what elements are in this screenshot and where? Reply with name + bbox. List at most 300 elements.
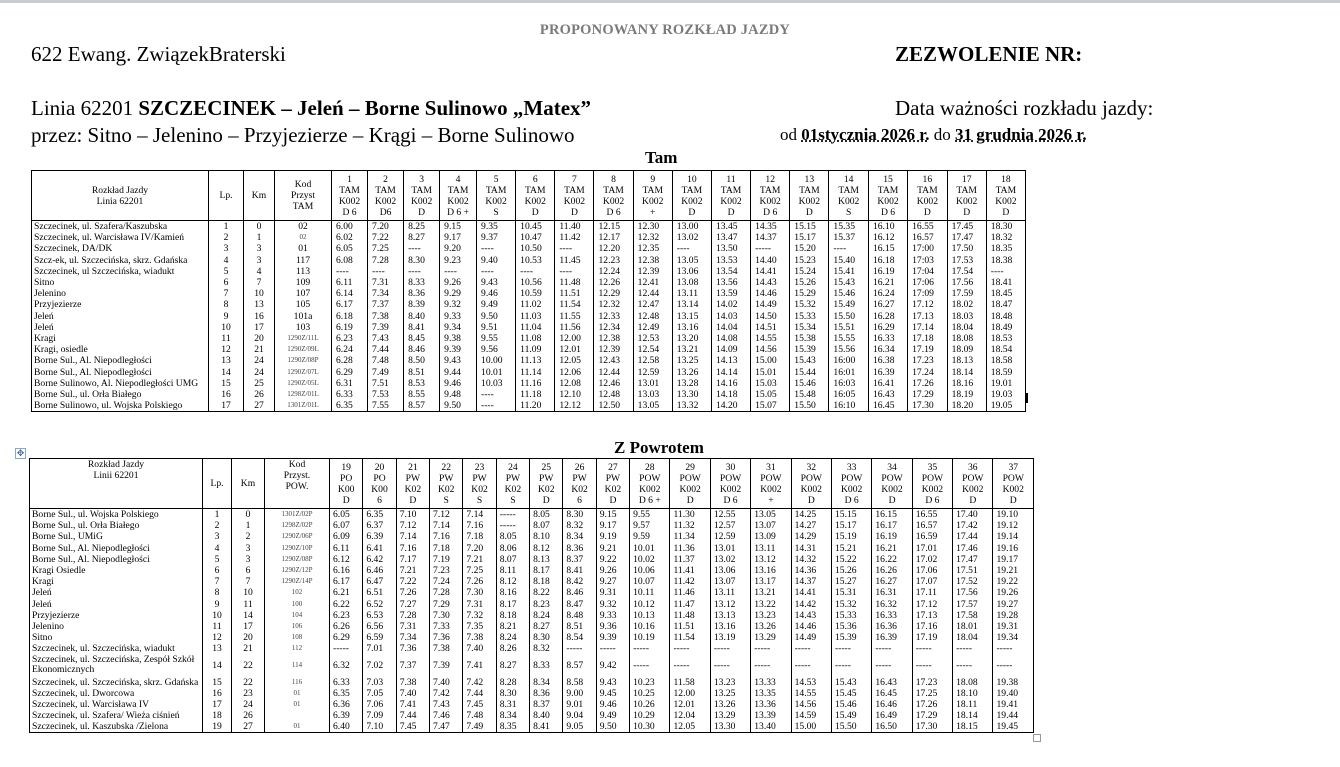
course-b: K002 (800, 483, 822, 495)
departure-time: 6.21 (330, 587, 363, 598)
header-line: POW. (285, 481, 309, 492)
departure-time: 13.22 (751, 599, 791, 610)
departure-time: 11.51 (670, 621, 710, 632)
stop-name: Przyjezierze (30, 610, 203, 621)
departure-time: 9.23 (440, 255, 477, 266)
course-c: D (807, 494, 815, 506)
departure-time: 7.38 (430, 643, 463, 654)
course-c: D (418, 206, 426, 218)
stop-name: Kragi (32, 333, 209, 344)
departure-time: 9.33 (596, 610, 629, 621)
header-course (516, 171, 555, 221)
departure-time: 9.15 (596, 509, 629, 521)
departure-time: 10.29 (630, 710, 670, 721)
departure-time: 10.12 (630, 599, 670, 610)
departure-time: 14.03 (711, 311, 750, 322)
departure-time: 6.12 (330, 554, 363, 565)
departure-time: 8.41 (530, 721, 563, 733)
move-icon[interactable]: ✥ (16, 448, 25, 458)
departure-time: 13.17 (751, 576, 791, 587)
course-a: POW (1002, 472, 1024, 484)
departure-time: 16.27 (868, 299, 907, 310)
departure-time: 9.55 (477, 333, 516, 344)
validity-mid: do (929, 125, 956, 144)
departure-time: 7.14 (430, 520, 463, 531)
stop-km: 1 (232, 520, 265, 531)
departure-time: 13.16 (672, 322, 711, 333)
stop-name: Szczecinek, ul Szczecińska, wiadukt (32, 266, 209, 277)
departure-time: 7.45 (463, 699, 496, 710)
departure-time: 11.42 (555, 232, 594, 243)
departure-time: ----- (751, 643, 791, 654)
departure-time: 13.01 (633, 378, 672, 389)
departure-time: 12.29 (594, 288, 633, 299)
departure-time: 13.16 (751, 565, 791, 576)
departure-time: 9.35 (477, 221, 516, 233)
departure-time: ---- (477, 243, 516, 254)
departure-time: 6.35 (330, 688, 363, 699)
departure-time: 17:09 (908, 288, 948, 299)
departure-time: ---- (672, 243, 711, 254)
departure-time: 13.01 (710, 543, 750, 554)
course-no: 8 (611, 173, 616, 185)
course-b: K02 (537, 483, 555, 495)
departure-time: 13.11 (751, 543, 791, 554)
departure-time: 12.44 (633, 288, 672, 299)
departure-time: ----- (710, 654, 750, 676)
table-row (32, 322, 1026, 333)
departure-time: 9.39 (440, 344, 477, 355)
course-no: 7 (572, 173, 577, 185)
header-course (332, 171, 368, 221)
departure-time: 12.20 (594, 243, 633, 254)
stop-lp: 10 (209, 322, 244, 333)
departure-time: ---- (516, 266, 555, 277)
header-course (563, 459, 596, 509)
course-a: PW (572, 472, 587, 484)
departure-time: 16:01 (829, 366, 869, 377)
departure-time: 7.48 (368, 355, 404, 366)
course-b: K002 (602, 195, 625, 207)
departure-time: 9.46 (477, 288, 516, 299)
stop-lp: 18 (203, 710, 232, 721)
departure-time: 17.45 (947, 221, 986, 233)
departure-time: 17.29 (908, 389, 948, 400)
stop-lp: 8 (203, 587, 232, 598)
stop-km: 24 (244, 366, 275, 377)
course-b: K02 (404, 483, 422, 495)
departure-time: 15.56 (829, 344, 869, 355)
departure-time: 15.39 (790, 344, 829, 355)
stop-code (265, 710, 330, 721)
course-b: K002 (798, 195, 820, 207)
departure-time: 7.24 (430, 576, 463, 587)
departure-time: 14.37 (791, 576, 831, 587)
departure-time: 12.58 (633, 355, 672, 366)
course-c: D (342, 494, 350, 506)
departure-time: 9.31 (596, 587, 629, 598)
stop-km: 6 (232, 565, 265, 576)
departure-time: 12.32 (633, 232, 672, 243)
departure-time: ----- (670, 654, 710, 676)
departure-time: 7.36 (396, 643, 429, 654)
departure-time: 16.34 (868, 344, 907, 355)
departure-time: 15.32 (831, 599, 871, 610)
departure-time: 6.42 (363, 554, 396, 565)
departure-time: 6.39 (363, 531, 396, 542)
header-course (330, 459, 363, 509)
course-a: POW (800, 472, 822, 484)
departure-time: 12.38 (594, 333, 633, 344)
departure-time: 17.12 (908, 299, 948, 310)
departure-time: 17:00 (908, 243, 948, 254)
departure-time: 11.20 (516, 400, 555, 412)
course-no: 35 (927, 461, 938, 473)
departure-time: 6.33 (330, 676, 363, 687)
departure-time: 6.24 (332, 344, 368, 355)
stop-lp: 1 (203, 509, 232, 521)
stop-km: 16 (244, 311, 275, 322)
course-a: PW (505, 472, 521, 484)
departure-time: 17.56 (953, 587, 993, 598)
departure-time: 11.32 (670, 520, 710, 531)
course-no: 24 (508, 461, 518, 473)
course-b: K002 (877, 195, 899, 207)
course-a: TAM (995, 184, 1017, 196)
stop-km: 21 (232, 643, 265, 654)
stop-km: 24 (232, 699, 265, 710)
departure-time: ---- (440, 266, 477, 277)
course-a: TAM (411, 184, 432, 196)
departure-time: 9.46 (440, 378, 477, 389)
departure-time: 7.29 (430, 599, 463, 610)
departure-time: 6.11 (330, 543, 363, 554)
departure-time: 19.05 (986, 400, 1025, 412)
stop-km: 3 (232, 554, 265, 565)
departure-time: 9.37 (477, 232, 516, 243)
stop-name: Kragi Osiedle (30, 565, 203, 576)
departure-time: 19.44 (993, 710, 1034, 721)
stop-km: 17 (232, 621, 265, 632)
departure-time: 7.53 (368, 389, 404, 400)
departure-time: 9.43 (477, 277, 516, 288)
departure-time: 8.51 (404, 366, 440, 377)
departure-time: 8.21 (496, 621, 529, 632)
departure-time: ----- (791, 654, 831, 676)
header-course (630, 459, 670, 509)
departure-time: 12.44 (594, 366, 633, 377)
course-b: K002 (524, 195, 546, 207)
course-no: 27 (608, 461, 618, 473)
departure-time: 13.13 (710, 610, 750, 621)
stop-lp: 8 (209, 299, 244, 310)
departure-time: 9.15 (440, 221, 477, 233)
departure-time: 16.57 (912, 520, 952, 531)
departure-time: 12.06 (555, 366, 594, 377)
course-no: 37 (1008, 461, 1019, 473)
departure-time: 18.08 (953, 676, 993, 687)
course-b: K002 (840, 483, 863, 495)
table-resize-handle[interactable] (1033, 734, 1041, 742)
departure-time: 14.27 (791, 520, 831, 531)
departure-time: 10.01 (630, 543, 670, 554)
departure-time: 16.45 (872, 688, 912, 699)
departure-time: 8.48 (563, 610, 596, 621)
departure-time: 15.29 (790, 288, 829, 299)
departure-time: 16.32 (872, 599, 912, 610)
course-no: 25 (541, 461, 552, 473)
departure-time: 13.26 (751, 621, 791, 632)
departure-time: 11.54 (555, 299, 594, 310)
course-a: TAM (877, 184, 899, 196)
departure-time: 18.53 (986, 333, 1025, 344)
departure-time: 8.05 (496, 531, 529, 542)
course-c: D (570, 206, 578, 218)
departure-time: 13.06 (672, 266, 711, 277)
stop-name: Jeleń (30, 599, 203, 610)
departure-time: ----- (496, 520, 529, 531)
stop-name: Przyjezierze (32, 299, 209, 310)
departure-time: 7.51 (368, 378, 404, 389)
departure-time: 6.00 (332, 221, 368, 233)
departure-time: 8.36 (563, 543, 596, 554)
departure-time: 6.02 (332, 232, 368, 243)
course-c: D (531, 206, 539, 218)
stop-km: 21 (244, 344, 275, 355)
course-a: POW (962, 472, 984, 484)
departure-time: 8.17 (530, 565, 563, 576)
departure-time: ----- (630, 643, 670, 654)
departure-time: 9.44 (440, 366, 477, 377)
stop-code: 103 (275, 322, 332, 333)
departure-time: 7.49 (368, 366, 404, 377)
departure-time: ----- (751, 243, 790, 254)
header-course (496, 459, 529, 509)
departure-time: 17.13 (912, 610, 952, 621)
table-row (30, 599, 1034, 610)
departure-time: 15.05 (751, 389, 790, 400)
course-c: D 6 (844, 494, 859, 506)
table-row (30, 576, 1034, 587)
departure-time: 8.46 (563, 587, 596, 598)
departure-time: 14.18 (711, 389, 750, 400)
departure-time: 13.12 (710, 599, 750, 610)
departure-time: 8.25 (404, 221, 440, 233)
stop-lp: 17 (209, 400, 244, 412)
course-c: D 6 + (638, 494, 661, 506)
stop-code: 113 (275, 266, 332, 277)
departure-time: 7.06 (363, 699, 396, 710)
departure-time: 19.31 (993, 621, 1034, 632)
departure-time: 6.46 (363, 565, 396, 576)
table-row (32, 333, 1026, 344)
table-row (32, 366, 1026, 377)
departure-time: 9.55 (630, 509, 670, 521)
departure-time: 8.12 (496, 576, 529, 587)
departure-time: 8.12 (530, 543, 563, 554)
course-no: 34 (887, 461, 897, 473)
departure-time: 7.31 (368, 277, 404, 288)
table-row (30, 676, 1034, 687)
course-c: + (650, 206, 656, 218)
departure-time: 9.21 (596, 543, 629, 554)
header-course (530, 459, 563, 509)
departure-time: 6.47 (363, 576, 396, 587)
course-no: 5 (493, 173, 499, 185)
departure-time: 15.35 (829, 221, 869, 233)
stop-km: 10 (232, 587, 265, 598)
stop-km: 3 (244, 243, 275, 254)
departure-time: 18.04 (947, 322, 986, 333)
departure-time: 12.05 (555, 355, 594, 366)
departure-time: 7.30 (463, 587, 496, 598)
departure-time: 7.20 (463, 543, 496, 554)
departure-time: 7.17 (396, 554, 429, 565)
departure-time: 18.41 (986, 277, 1025, 288)
course-no: 15 (883, 173, 893, 185)
departure-time: 6.23 (332, 333, 368, 344)
departure-time: 11.30 (670, 509, 710, 521)
course-a: PW (605, 472, 621, 484)
stop-lp: 2 (209, 232, 244, 243)
stop-name: Szczecinek, DA/DK (32, 243, 209, 254)
header-course (831, 459, 871, 509)
departure-time: 6.17 (330, 576, 363, 587)
course-no: 10 (687, 173, 697, 185)
stop-lp: 15 (203, 676, 232, 687)
table-row (30, 654, 1034, 676)
departure-time: 15.40 (829, 255, 869, 266)
stop-code: 104 (265, 610, 330, 621)
stop-km: 23 (232, 688, 265, 699)
departure-time: 17.59 (947, 288, 986, 299)
table-row (32, 243, 1026, 254)
departure-time: 12.59 (633, 366, 672, 377)
departure-time: 7.16 (463, 520, 496, 531)
stop-code: 102 (265, 587, 330, 598)
stop-code: 105 (275, 299, 332, 310)
stop-code: 114 (265, 654, 330, 676)
course-c: D 6 (880, 206, 896, 218)
departure-time: 12.34 (594, 322, 633, 333)
departure-time: 18.30 (986, 221, 1025, 233)
departure-time: 10.19 (630, 632, 670, 643)
course-c: D (1009, 494, 1017, 506)
course-a: POW (719, 472, 742, 484)
course-a: TAM (799, 184, 820, 196)
course-b: K002 (916, 195, 939, 207)
table-row (30, 543, 1034, 554)
departure-time: 12.48 (594, 389, 633, 400)
stop-name: Szcz-ek, ul. Szczecińska, skrz. Gdańska (32, 255, 209, 266)
departure-time: 6.11 (332, 277, 368, 288)
departure-time: 18.14 (953, 710, 993, 721)
table-row (30, 520, 1034, 531)
departure-time: 13.29 (710, 710, 750, 721)
departure-time: 13.03 (633, 389, 672, 400)
course-a: PW (539, 472, 554, 484)
departure-time: 8.33 (530, 654, 563, 676)
departure-time: 8.16 (496, 587, 529, 598)
departure-time: 13.23 (751, 610, 791, 621)
departure-time: 18.03 (947, 311, 986, 322)
departure-time: ----- (710, 643, 750, 654)
departure-time: 14.35 (751, 221, 790, 233)
departure-time: 7.31 (463, 599, 496, 610)
stop-name: Borne Sul., Al. Niepodległości (30, 554, 203, 565)
departure-time: ----- (872, 654, 912, 676)
table-row (30, 721, 1034, 733)
departure-time: 13.33 (751, 676, 791, 687)
stop-km: 3 (232, 543, 265, 554)
departure-time: 14.16 (711, 378, 750, 389)
departure-time: 8.33 (404, 277, 440, 288)
departure-time: 6.08 (332, 255, 368, 266)
departure-time: ---- (555, 243, 594, 254)
departure-time: 11.51 (555, 288, 594, 299)
course-no: 29 (685, 461, 695, 473)
course-b: K02 (471, 483, 488, 495)
departure-time: 14.59 (791, 710, 831, 721)
departure-time: 7.03 (363, 676, 396, 687)
departure-time: 7.10 (396, 509, 429, 521)
stop-lp: 3 (209, 243, 244, 254)
departure-time: 19.27 (993, 599, 1034, 610)
departure-time: 14.25 (791, 509, 831, 521)
stop-code: 100 (265, 599, 330, 610)
departure-time: 13.06 (710, 565, 750, 576)
departure-time: 7.37 (368, 299, 404, 310)
stop-name: Szczecinek, ul. Szczecińska, Zespół Szkół Ekonomicznych (30, 654, 203, 676)
departure-time: 13.28 (672, 378, 711, 389)
departure-time: 13.35 (751, 688, 791, 699)
departure-time: 7.39 (368, 322, 404, 333)
course-no: 16 (922, 173, 933, 185)
course-a: TAM (956, 184, 977, 196)
departure-time: 7.41 (463, 654, 496, 676)
departure-time: 15.19 (831, 531, 871, 542)
departure-time: 14.51 (751, 322, 790, 333)
stop-code: 01 (275, 243, 332, 254)
departure-time: 8.27 (496, 654, 529, 676)
departure-time: 6.28 (332, 355, 368, 366)
departure-time: 7.28 (396, 610, 429, 621)
departure-time: 16.45 (868, 400, 907, 412)
departure-time: 14.40 (751, 255, 790, 266)
course-a: PW (405, 472, 421, 484)
departure-time: 11.48 (670, 610, 710, 621)
departure-time: 17.01 (912, 543, 952, 554)
departure-time: 10.45 (516, 221, 555, 233)
departure-time: 8.30 (404, 255, 440, 266)
stop-name: Jelenino (32, 288, 209, 299)
departure-time: 14.09 (711, 344, 750, 355)
departure-time: 19.10 (993, 509, 1034, 521)
departure-time: 17.42 (953, 520, 993, 531)
table-title-powrot: Z Powrotem (614, 438, 704, 457)
departure-time: 7.14 (396, 531, 429, 542)
departure-time: 7.36 (430, 632, 463, 643)
departure-time: 18.45 (986, 288, 1025, 299)
departure-time: 15.33 (831, 610, 871, 621)
stop-name: Szczecinek, ul. Warcisława IV/Kamień (32, 232, 209, 243)
header-lp: Lp. (203, 459, 232, 509)
departure-time: 6.07 (330, 520, 363, 531)
departure-time: 15.27 (831, 576, 871, 587)
departure-time: 9.29 (440, 288, 477, 299)
departure-time: 18.20 (947, 400, 986, 412)
stop-km: 2 (232, 531, 265, 542)
